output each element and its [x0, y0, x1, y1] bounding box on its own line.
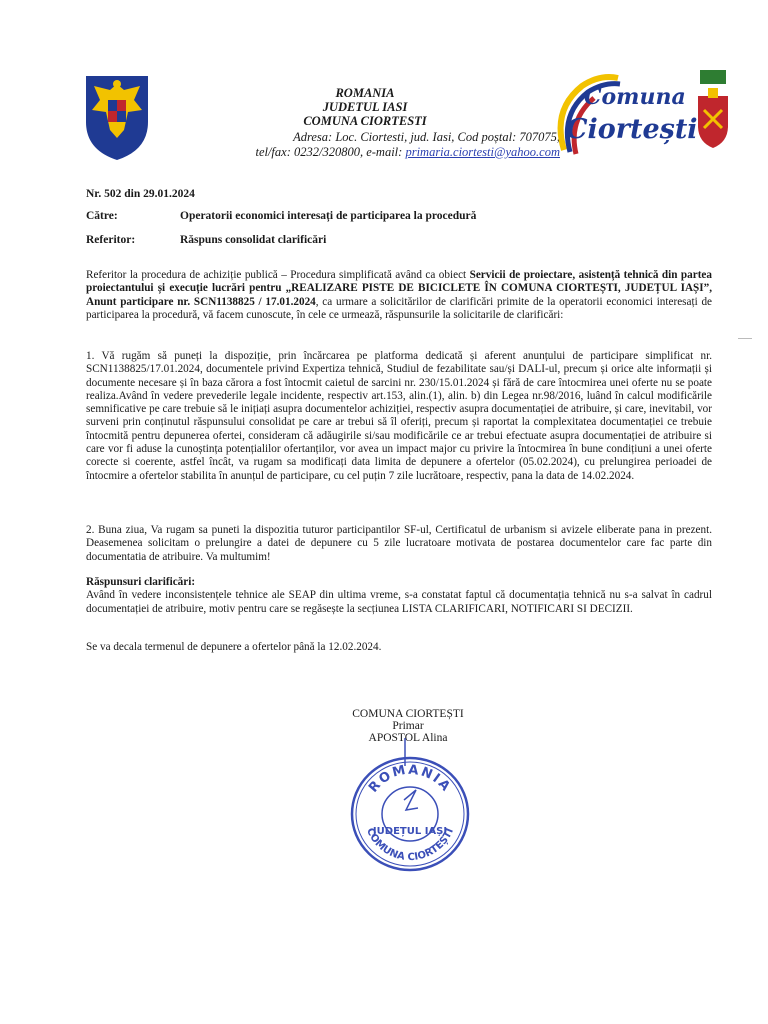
signature-name: APOSTOL Alina — [368, 732, 448, 744]
header-county: JUDETUL IASI — [322, 100, 408, 114]
header-address-block — [230, 130, 560, 160]
logo-text-comuna: Comuna — [584, 84, 686, 110]
logo-text-ciortesti: Ciortești — [566, 114, 698, 145]
answer-section — [86, 576, 712, 616]
deadline-paragraph — [86, 641, 712, 654]
official-stamp — [346, 750, 474, 874]
header-commune: COMUNA CIORTESTI — [303, 114, 427, 128]
header-phone: tel/fax: 0232/320800, e-mail: — [255, 145, 406, 159]
to-value: Operatorii economici interesați de participarea la procedură — [180, 210, 477, 222]
header-email-link[interactable]: primaria.ciortesti@yahoo.com — [405, 145, 560, 159]
signature-scribble — [398, 738, 412, 768]
to-label: Către: — [86, 210, 118, 222]
intro-subject: Servicii de proiectare, asistență tehnică din partea proiectantului și execuție lucrări pentru „REALIZARE PISTE DE BICICLETE ÎN COMUNA CIORTEȘTI, JUDEȚUL IAȘI”, Anunt participare nr. SCN1138825 / 17.01.2024 — [86, 269, 712, 308]
intro-text-end: , ca urmare a solicitărilor de clarificări primite de la operatorii economici interesați de participarea la procedură, vă facem cunoscute, în cele ce urmează, răspunsurile la solicitarile de clarificări: — [86, 295, 713, 321]
signature-role: Primar — [392, 720, 424, 732]
answer-heading: Răspunsuri clarificări: — [86, 576, 196, 588]
margin-mark — [738, 338, 752, 339]
stamp-bottom-text: COMUNA CIORTEȘTI — [363, 826, 456, 864]
header-country: ROMANIA — [335, 86, 395, 100]
stamp-top-text: ROMANIA — [366, 762, 454, 796]
romania-coat-of-arms-icon — [82, 70, 152, 162]
deadline-text: Se va decala termenul de depunere a ofertelor până la 12.02.2024. — [86, 641, 382, 653]
intro-paragraph — [86, 269, 712, 322]
subject-value: Răspuns consolidat clarificări — [180, 234, 327, 246]
question-1-text: 1. Vă rugăm să puneți la dispoziție, prin încărcarea pe platforma dedicată și aferent anunțului de participare simplificat nr. SCN1138825/17.01.2024, documentele privind Expertiza tehnică, Studiul de fezabilitate sau/și DALI-ul, precum și orice alte informații și documente necesare și în baza cărora a fost întocmit caietul de sarcini nr. 230/15.01.2024 și fără de care întocmirea unei oferte nu se poate realiza.Având în vedere prevederile legale incidente, respectiv art.153, alin.(1), alin. b) din Legea nr.98/2016, luând în calcul modificările semnificative pe care trebuie să le inițiați asupra documentelor achiziției, respectiv asupra documentației de atribuire, și care, inevitabil, vor surveni prin conținutul răspunsului consolidat pe care ar trebui să îl oferiți, precum și raportat la complexitatea documentației ce trebuie întocmită pentru depunerea ofertei, consideram că adăugirile si/sau modificările ce ar trebui efectuate asupra documentației de atribuire si care vor fi aduse la cunoștința potențialilor ofertanților, vor avea un impact major cu privire la întocmirea în bune condițiuni a unei oferte corecte si coerente, astfel încât, va rugam sa modificați data limita de depunere a ofertelor (05.02.2024), cu prelungirea perioadei de întocmire a ofertelor stabilita în anunțul de participare, cu cel puțin 7 zile lucrătoare, respectiv, pana la data de 14.02.2024. — [86, 350, 712, 482]
answer-text: Având în vedere inconsistențele tehnice ale SEAP din ultima vreme, s-a constatat faptul că documentația tehnică nu s-a salvat în cadrul documentației de atribuire, motiv pentru care se regăsește la secțiunea LISTA CLARIFICARI, NOTIFICARI SI DECIZII. — [86, 589, 712, 615]
signature-org: COMUNA CIORTEȘTI — [352, 708, 464, 720]
intro-text: Referitor la procedura de achiziție publică – Procedura simplificată având ca obiect — [86, 269, 470, 281]
question-2-text: 2. Buna ziua, Va rugam sa puneti la dispozitia tuturor participantilor SF-ul, Certificatul de urbanism si avizele eliberate pana in prezent. Deasemenea solicitam o prelungire a datei de depunere cu 5 zile lucratoare motivata de postarea documentelor care fac parte din documentatia de atribuire. Va multumim! — [86, 524, 712, 563]
document-number: Nr. 502 din 29.01.2024 — [86, 188, 195, 200]
header-address: Adresa: Loc. Ciortesti, jud. Iasi, Cod poștal: 707075, — [293, 130, 560, 144]
subject-label: Referitor: — [86, 234, 136, 246]
header-contact — [230, 145, 560, 160]
question-2 — [86, 524, 712, 564]
stamp-middle-text: JUDEȚUL IAȘI — [372, 826, 448, 837]
commune-logo — [548, 70, 730, 162]
question-1 — [86, 350, 712, 483]
letterhead — [200, 86, 530, 128]
